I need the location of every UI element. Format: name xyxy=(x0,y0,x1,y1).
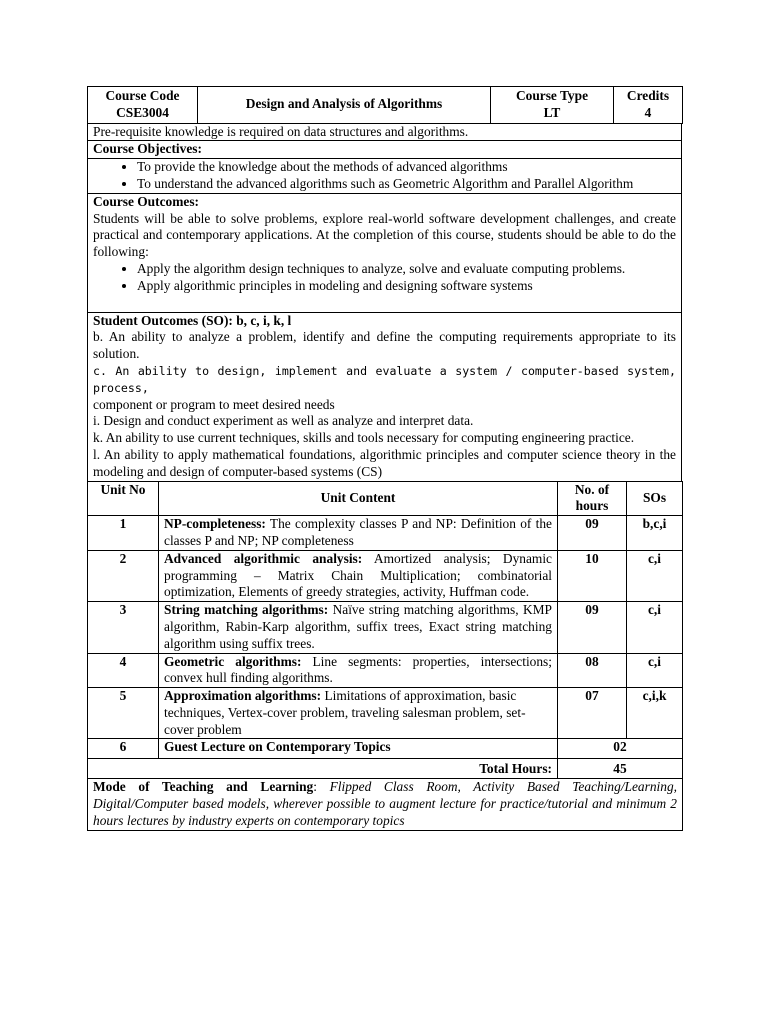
teaching-mode-section xyxy=(88,779,683,830)
spacer xyxy=(93,295,676,312)
unit-no: 1 xyxy=(88,516,159,551)
unit-sos: b,c,i xyxy=(627,516,683,551)
unit-no: 6 xyxy=(88,739,159,759)
unit-hours: 08 xyxy=(558,653,627,688)
objectives-heading: Course Objectives: xyxy=(88,141,682,159)
unit-hours: 07 xyxy=(558,688,627,739)
guest-lecture-row xyxy=(88,739,683,759)
course-type-cell xyxy=(491,87,614,124)
teaching-mode-separator: : xyxy=(313,779,330,795)
so-i: i. Design and conduct experiment as well as analyze and interpret data. xyxy=(93,413,474,429)
unit-sos: c,i xyxy=(627,550,683,601)
col-hours: No. of hours xyxy=(558,481,627,516)
course-type-label: Course Type xyxy=(515,88,589,103)
course-header-table xyxy=(87,86,683,124)
course-code: CSE3004 xyxy=(116,104,169,120)
unit-title: String matching algorithms: xyxy=(164,602,329,618)
units-table xyxy=(87,481,683,831)
credits-value: 4 xyxy=(644,104,652,120)
guest-lecture-title: Guest Lecture on Contemporary Topics xyxy=(159,739,558,759)
outcomes-list xyxy=(93,261,676,295)
col-unit-no: Unit No xyxy=(88,481,159,516)
objectives-section xyxy=(88,159,682,194)
course-type: LT xyxy=(543,104,561,120)
table-row xyxy=(88,653,683,688)
unit-text: The complexity classes P and NP: Definition of the classes P and NP; NP completeness xyxy=(164,516,552,548)
so-c-rest: component or program to meet desired needs xyxy=(93,396,335,412)
total-hours: 45 xyxy=(558,759,683,779)
unit-hours: 09 xyxy=(558,602,627,653)
unit-sos: c,i xyxy=(627,653,683,688)
col-unit-content: Unit Content xyxy=(159,481,558,516)
unit-text: Naïve string matching algorithms, KMP algorithm, Rabin-Karp algorithm, suffix trees, Exact string matching algorithm using suffix trees. xyxy=(164,602,552,651)
col-sos: SOs xyxy=(627,481,683,516)
outcome-item: • Apply algorithmic principles in modeling and designing software systems xyxy=(137,278,676,295)
unit-content xyxy=(159,653,558,688)
objectives-list xyxy=(93,159,676,193)
table-row xyxy=(88,688,683,739)
objective-item: • To understand the advanced algorithms such as Geometric Algorithm and Parallel Algorithm xyxy=(137,176,676,193)
credits-cell xyxy=(614,87,683,124)
objective-item: • To provide the knowledge about the methods of advanced algorithms xyxy=(137,159,676,176)
table-row xyxy=(88,550,683,601)
unit-text: Limitations of approximation, basic techniques, Vertex-cover problem, traveling salesman problem, set-cover problem xyxy=(164,688,526,737)
table-row xyxy=(88,516,683,551)
course-details-table xyxy=(87,123,682,482)
outcomes-section xyxy=(88,193,682,312)
teaching-mode-label: Mode of Teaching and Learning xyxy=(93,779,314,795)
unit-no: 3 xyxy=(88,602,159,653)
student-outcomes-heading: Student Outcomes (SO): b, c, i, k, l xyxy=(93,312,292,328)
table-row xyxy=(88,602,683,653)
unit-no: 2 xyxy=(88,550,159,601)
course-code-label: Course Code xyxy=(105,88,180,103)
unit-text: Line segments: properties, intersections; convex hull finding algorithms. xyxy=(164,653,552,686)
credits-label: Credits xyxy=(626,88,670,103)
unit-content xyxy=(159,602,558,653)
unit-content xyxy=(159,550,558,601)
so-k: k. An ability to use current techniques, skills and tools necessary for computing engineering practice. xyxy=(93,430,635,446)
so-c-line: c. An ability to design, implement and evaluate a system / computer-based system, process, xyxy=(93,363,676,395)
unit-content xyxy=(159,688,558,739)
so-b: b. An ability to analyze a problem, identify and define the computing requirements appropriate to its solution. xyxy=(93,329,676,362)
student-outcomes-section xyxy=(88,312,682,481)
teaching-mode-text: Flipped Class Room, Activity Based Teaching/Learning, Digital/Computer based models, wherever possible to augment lecture for practice/tutorial and minimum 2 hours lectures by industry experts on contemporary topics xyxy=(93,779,677,829)
outcomes-intro: Students will be able to solve problems, explore real-world software development challenges, and create practical and contemporary applications. At the completion of this course, students should be able to do the following: xyxy=(93,210,676,260)
unit-text: Amortized analysis; Dynamic programming – Matrix Chain Multiplication; combinatorial optimization, Elements of greedy strategies, activity, Huffman code. xyxy=(164,550,552,600)
unit-content xyxy=(159,516,558,551)
unit-sos: c,i xyxy=(627,602,683,653)
so-l: l. An ability to apply mathematical foundations, algorithmic principles and computer science theory in the modeling and design of computer-based systems (CS) xyxy=(93,446,676,479)
prerequisite: Pre-requisite knowledge is required on data structures and algorithms. xyxy=(88,123,682,141)
total-label: Total Hours: xyxy=(88,759,558,779)
unit-title: Geometric algorithms: xyxy=(164,653,302,669)
course-code-cell xyxy=(88,87,198,124)
outcome-item: • Apply the algorithm design techniques to analyze, solve and evaluate computing problems. xyxy=(137,261,676,278)
unit-title: NP-completeness: xyxy=(164,516,266,532)
unit-no: 5 xyxy=(88,688,159,739)
guest-lecture-hours: 02 xyxy=(558,739,683,759)
syllabus-document xyxy=(87,86,682,831)
unit-title: Advanced algorithmic analysis: xyxy=(164,550,363,566)
unit-hours: 09 xyxy=(558,516,627,551)
outcomes-heading: Course Outcomes: xyxy=(93,193,199,209)
unit-sos: c,i,k xyxy=(627,688,683,739)
course-title: Design and Analysis of Algorithms xyxy=(198,87,491,124)
unit-title: Approximation algorithms: xyxy=(164,688,322,704)
unit-hours: 10 xyxy=(558,550,627,601)
unit-no: 4 xyxy=(88,653,159,688)
total-row xyxy=(88,759,683,779)
